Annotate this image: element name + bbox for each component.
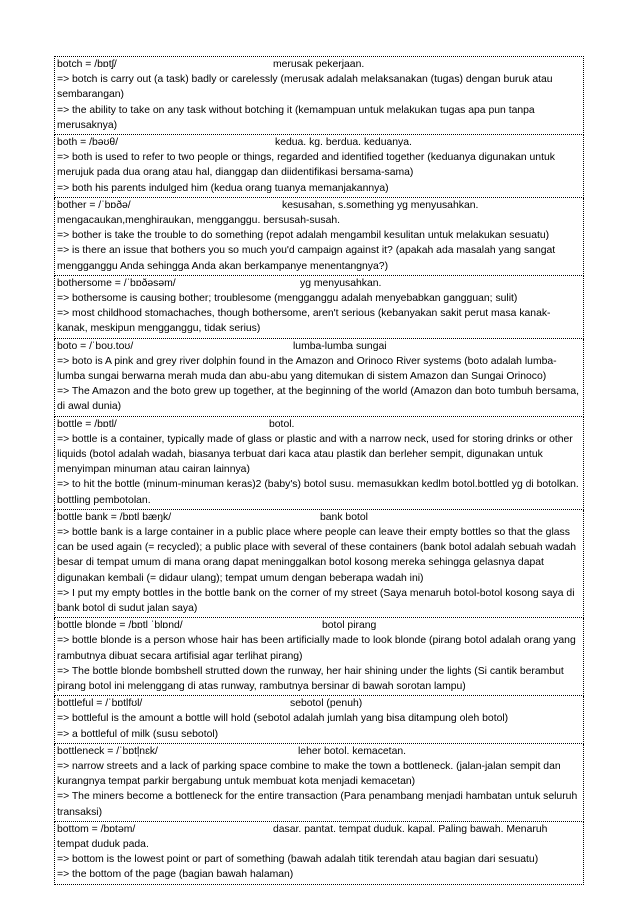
- entry-term: bother = /ˈbɒðə/: [57, 199, 131, 211]
- entry-gloss: yg menyusahkan.: [300, 277, 382, 289]
- entry-gloss: botol.: [269, 418, 295, 430]
- entry-gloss: lumba-lumba sungai: [293, 340, 387, 352]
- entry-gloss: kesusahan, s.something yg menyusahkan.: [282, 199, 479, 211]
- entry-line: => bottle is a container, typically made of glass or plastic and with a narrow neck, used for storing drinks or other liquids (botol adalah wadah, biasanya terbuat dari kaca atau plastik dan berleher sempit, digunakan untuk menyimpan minuman atau cairan lainnya): [57, 433, 573, 476]
- entry-line: => boto is A pink and grey river dolphin found in the Amazon and Orinoco River systems (boto adalah lumba-lumba sungai berwarna merah muda dan abu-abu yang ditemukan di sistem Amazon dan Sungai Orinoco): [57, 355, 557, 382]
- entry-gloss: bank botol: [320, 511, 368, 523]
- entry-term: botch = /bɒtʃ/: [57, 59, 117, 70]
- entry-head: [57, 417, 581, 432]
- entry-gloss: merusak pekerjaan.: [273, 59, 365, 70]
- entry-term: bottle blonde = /bɒtl ˈblɒnd/: [57, 620, 183, 632]
- entry-line: mengacaukan,menghiraukan, mengganggu. bersusah-susah.: [57, 214, 341, 226]
- entry-line: => The Amazon and the boto grew up together, at the beginning of the world (Amazon dan boto tumbuh bersama, di awal dunia): [57, 386, 579, 413]
- entry-term: boto = /ˈboʊ.toʊ/: [57, 340, 134, 352]
- entry-head: [57, 135, 581, 150]
- dictionary-page: [54, 56, 584, 885]
- entry-head: [57, 744, 581, 759]
- entry-line: => bottleful is the amount a bottle will hold (sebotol adalah jumlah yang bisa ditampung oleh botol): [57, 713, 509, 725]
- entry-line: => bother is take the trouble to do something (repot adalah mengambil kesulitan untuk melakukan sesuatu): [57, 230, 550, 242]
- entry-line: => bottom is the lowest point or part of something (bawah adalah titik terendah atau bagian dari sesuatu): [57, 854, 539, 866]
- entry-bottle-blonde: [54, 618, 584, 696]
- entry-both: [54, 135, 584, 198]
- entry-line: => bottle blonde is a person whose hair has been artificially made to look blonde (pirang botol adalah orang yang rambutnya dibuat secara artifisial agar terlihat pirang): [57, 635, 576, 662]
- entry-term: bottom = /bɒtəm/: [57, 823, 136, 835]
- entry-head: [57, 618, 581, 633]
- entry-bottleful: [54, 696, 584, 744]
- entry-head: [57, 822, 581, 852]
- entry-line: => to hit the bottle (minum-minuman keras)2 (baby's) botol susu. memasukkan kedlm botol.bottled yg di botolkan. bottling pembotolan.: [57, 479, 579, 506]
- entry-line: => a bottleful of milk (susu sebotol): [57, 728, 219, 740]
- entry-gloss: dasar. pantat. tempat duduk. kapal. Paling bawah. Menaruh tempat duduk pada.: [57, 823, 548, 850]
- entry-bottom: [54, 822, 584, 885]
- entry-line: => the bottom of the page (bagian bawah halaman): [57, 869, 294, 881]
- entry-head: [57, 510, 581, 525]
- entry-line: => bothersome is causing bother; troublesome (mengganggu adalah menyebabkan gangguan; sulit): [57, 292, 518, 304]
- entry-line: => botch is carry out (a task) badly or carelessly (merusak adalah melaksanakan (tugas) dengan buruk atau sembarangan): [57, 74, 553, 101]
- entry-head: [57, 57, 581, 72]
- entry-line: => the ability to take on any task without botching it (kemampuan untuk melakukan tugas apa pun tanpa merusaknya): [57, 104, 535, 131]
- entry-bottle: [54, 417, 584, 510]
- entry-bottle-bank: [54, 510, 584, 618]
- entry-gloss: sebotol (penuh): [290, 698, 363, 710]
- entry-line: => The miners become a bottleneck for the entire transaction (Para penambang menjadi hambatan untuk seluruh transaksi): [57, 791, 578, 818]
- entry-gloss: botol pirang: [322, 620, 377, 632]
- entry-head: [57, 696, 581, 711]
- entry-line: => most childhood stomachaches, though bothersome, aren't serious (kebanyakan sakit perut masa kanak-kanak, meskipun mengganggu, tidak serius): [57, 308, 551, 335]
- entry-head: [57, 339, 581, 354]
- entry-line: => I put my empty bottles in the bottle bank on the corner of my street (Saya menaruh botol-botol kosong saya di bank botol di sudut jalan saya): [57, 587, 575, 614]
- entry-gloss: leher botol. kemacetan.: [298, 745, 407, 757]
- entry-term: bottleful = /ˈbɒtlfʊl/: [57, 698, 143, 710]
- entry-term: bottleneck = /ˈbɒtl̩nɛk/: [57, 745, 158, 757]
- entry-term: bothersome = /ˈbɒðəsəm/: [57, 277, 176, 289]
- entry-bothersome: [54, 276, 584, 339]
- entry-gloss: kedua. kg. berdua. keduanya.: [275, 137, 412, 148]
- entry-term: bottle bank = /bɒtl bæŋk/: [57, 511, 172, 523]
- entry-line: => bottle bank is a large container in a public place where people can leave their empty bottles so that the glass can be used again (= recycled); a public place with several of these containers (bank botol adalah sebuah wadah besar di tempat umum di mana orang dapat meninggalkan botol kosong mereka sehingga gelasnya dapat digunakan kembali (= didaur ulang); tempat umum dengan beberapa wadah ini): [57, 526, 576, 584]
- entry-line: => is there an issue that bothers you so much you'd campaign against it? (apakah ada masalah yang sangat mengganggu Anda sehingga Anda akan berkampanye menentangnya?): [57, 245, 556, 272]
- entry-head: [57, 276, 581, 291]
- entry-line: => both his parents indulged him (kedua orang tuanya memanjakannya): [57, 182, 389, 194]
- entry-botch: [54, 56, 584, 135]
- entry-line: => The bottle blonde bombshell strutted down the runway, her hair shining under the lights (Si cantik berambut pirang botol ini melenggang di atas runway, rambutnya bersinar di bawah sorotan lampu): [57, 665, 564, 692]
- entry-head: [57, 198, 581, 213]
- entry-term: both = /bəʊθ/: [57, 137, 119, 148]
- entry-boto: [54, 339, 584, 417]
- entry-bottleneck: [54, 744, 584, 822]
- entry-line: => both is used to refer to two people or things, regarded and identified together (keduanya digunakan untuk merujuk pada dua orang atau hal, dianggap dan diidentifikasi bersama-sama): [57, 152, 555, 179]
- entry-bother: [54, 198, 584, 276]
- entry-term: bottle = /bɒtl/: [57, 418, 117, 430]
- entry-line: => narrow streets and a lack of parking space combine to make the town a bottleneck. (jalan-jalan sempit dan kurangnya tempat parkir bergabung untuk membuat kota menjadi kemacetan): [57, 760, 561, 788]
